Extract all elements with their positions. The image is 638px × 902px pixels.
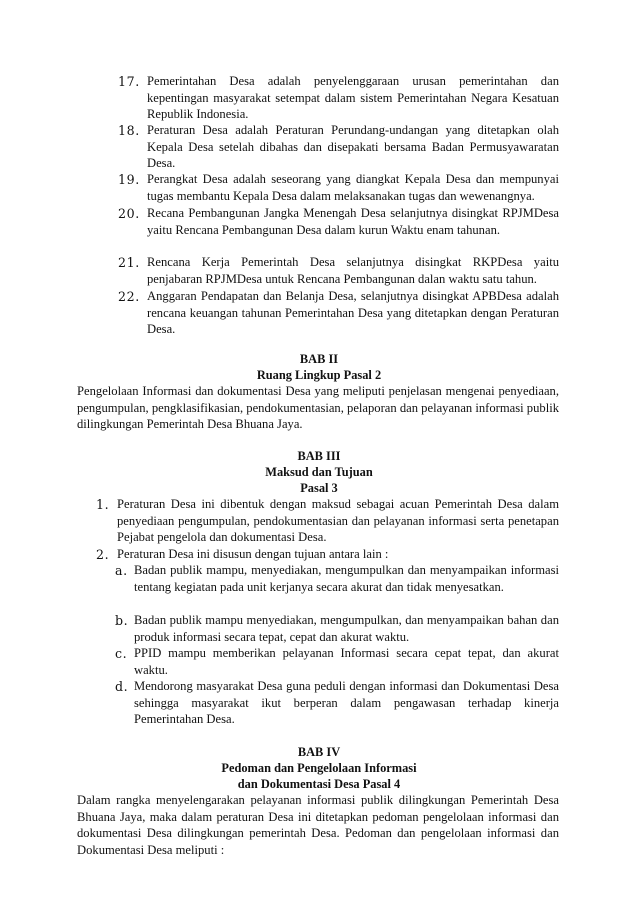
definition-number: 17. bbox=[118, 74, 140, 89]
definition-number: 19. bbox=[118, 172, 140, 187]
bab3-item-number: 1. bbox=[96, 497, 110, 512]
definition-text: Peraturan Desa adalah Peraturan Perundang-undangan yang ditetapkan olah Kepala Desa setelah dibahas dan disepakati bersama Badan Permusyawaratan Desa. bbox=[147, 123, 559, 170]
bab3-item-text: Peraturan Desa ini disusun dengan tujuan antara lain : bbox=[117, 547, 389, 561]
bab3-subitem-letter: d. bbox=[115, 679, 129, 694]
bab4-subtitle-2: dan Dokumentasi Desa Pasal 4 bbox=[237, 777, 401, 791]
definition-number: 22. bbox=[118, 289, 140, 304]
bab4-subtitle-1: Pedoman dan Pengelolaan Informasi bbox=[221, 761, 417, 775]
bab4-body: Dalam rangka menyelengarakan pelayanan informasi publik dilingkungan Pemerintah Desa Bhuana Jaya, maka dalam peraturan Desa ini ditetapkan pedoman pengelolaan informasi dan dokumentasi Desa dilingkungan pemerintah Desa. Pedoman dan pengelolaan informasi dan Dokumentasi Desa meliputi : bbox=[77, 793, 559, 857]
bab3-item-text: Peraturan Desa ini dibentuk dengan maksud sebagai acuan Pemerintah Desa dalam penyediaan pengumpulan, pendokumentasian dan pelayanan informasi serta penetapan Pejabat pengelola dan dokumentasi Desa. bbox=[117, 497, 559, 544]
bab3-pasal: Pasal 3 bbox=[300, 481, 338, 495]
definition-number: 21. bbox=[118, 255, 140, 270]
bab3-subitem-text: Badan publik mampu menyediakan, mengumpulkan, dan menyampaikan bahan dan produk informasi secara tepat, cepat dan akurat waktu. bbox=[134, 613, 559, 644]
bab3-subitem-text: Mendorong masyarakat Desa guna peduli dengan informasi dan Dokumentasi Desa sehingga masyarakat ikut berperan dalam pengawasan terhadap kinerja Pemerintahan Desa. bbox=[134, 679, 559, 726]
bab3-subitem-text: Badan publik mampu, menyediakan, mengumpulkan dan menyampaikan informasi tentang kegiatan pada unit kerjanya secara akurat dan tidak menyesatkan. bbox=[134, 563, 559, 594]
bab2-subtitle: Ruang Lingkup Pasal 2 bbox=[256, 368, 382, 382]
definition-number: 18. bbox=[118, 123, 140, 138]
definition-text: Perangkat Desa adalah seseorang yang diangkat Kepala Desa dan mempunyai tugas membantu Kepala Desa dalam melaksanakan tugas dan wewenangnya. bbox=[147, 172, 559, 203]
bab3-item-number: 2. bbox=[96, 547, 110, 562]
bab3-subtitle: Maksud dan Tujuan bbox=[265, 465, 373, 479]
bab4-title: BAB IV bbox=[297, 745, 341, 759]
definition-text: Recana Pembangunan Jangka Menengah Desa selanjutnya disingkat RPJMDesa yaitu Rencana Pembangunan Desa dalam kurun Waktu enam tahunan. bbox=[147, 206, 559, 237]
bab2-body: Pengelolaan Informasi dan dokumentasi Desa yang meliputi penjelasan mengenai penyediaan, pengumpulan, pengklasifikasian, pendokumentasian, pelaporan dan pelayanan informasi publik dilingkungan Pemerintah Desa Bhuana Jaya. bbox=[77, 384, 559, 432]
bab2-title: BAB II bbox=[299, 352, 339, 366]
bab3-title: BAB III bbox=[297, 449, 341, 463]
definition-number: 20. bbox=[118, 206, 140, 221]
bab3-subitem-text: PPID mampu memberikan pelayanan Informasi secara cepat tepat, dan akurat waktu. bbox=[134, 646, 559, 677]
bab3-subitem-letter: a. bbox=[115, 563, 128, 578]
bab3-subitem-letter: b. bbox=[115, 613, 129, 628]
definition-text: Anggaran Pendapatan dan Belanja Desa, selanjutnya disingkat APBDesa adalah rencana keuangan tahunan Pemerintahan Desa yang ditetapkan dengan Peraturan Desa. bbox=[147, 289, 559, 336]
definition-text: Rencana Kerja Pemerintah Desa selanjutnya disingkat RKPDesa yaitu penjabaran RPJMDesa untuk Rencana Pembangunan dalan waktu satu tahun. bbox=[147, 255, 559, 286]
bab3-subitem-letter: c. bbox=[115, 646, 128, 661]
definition-text: Pemerintahan Desa adalah penyelenggaraan urusan pemerintahan dan kepentingan masyarakat setempat dalam sistem Pemerintahan Negara Kesatuan Republik Indonesia. bbox=[147, 74, 559, 121]
